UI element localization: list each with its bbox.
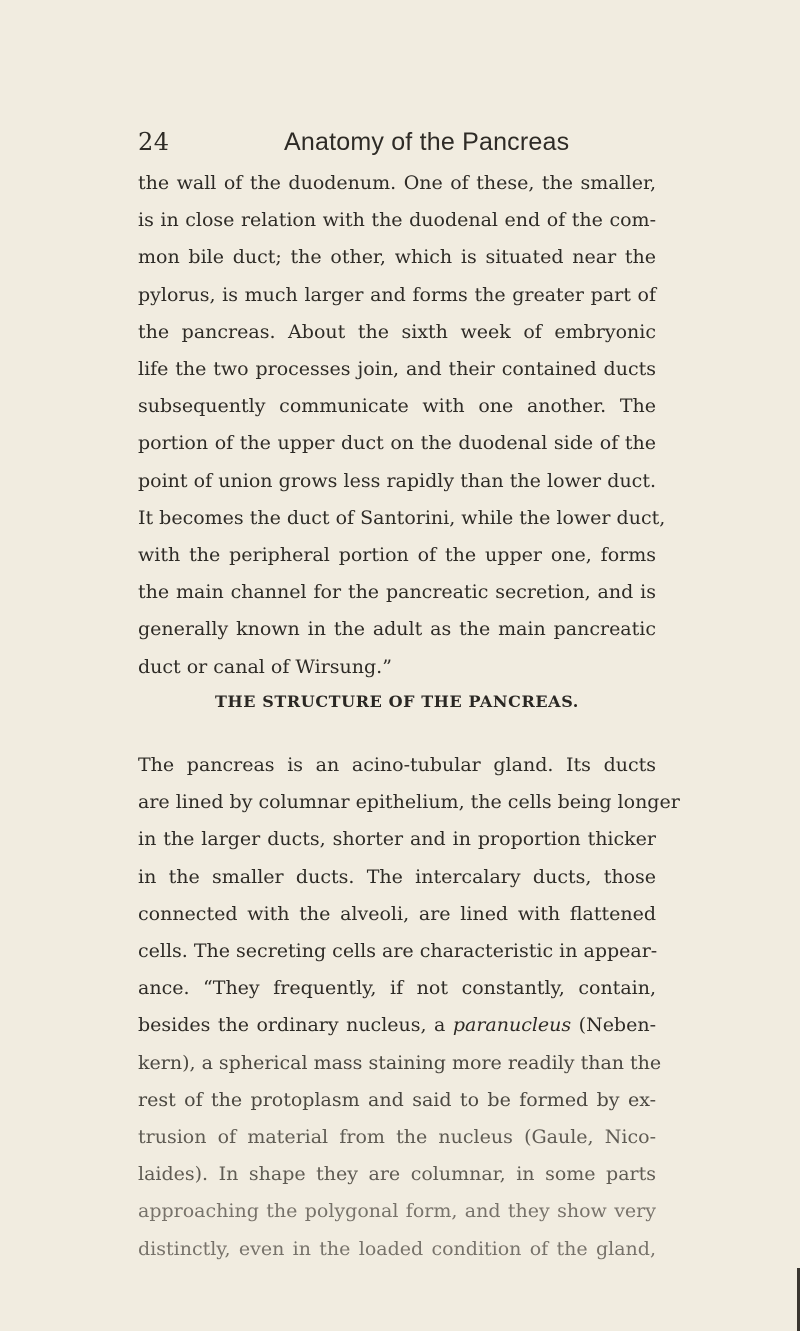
- text-line: are lined by columnar epithelium, the cells being longer: [138, 791, 680, 814]
- text-line: mon bile duct; the other, which is situated near the: [138, 246, 656, 269]
- text-line: ance. “They frequently, if not constantly, contain,: [138, 977, 656, 1000]
- text-line: subsequently communicate with one another. The: [138, 395, 656, 418]
- text-line: cells. The secreting cells are characteristic in appear-: [138, 940, 658, 963]
- text-line: portion of the upper duct on the duodenal side of the: [138, 432, 656, 455]
- text-line: the wall of the duodenum. One of these, the smaller,: [138, 172, 656, 194]
- text-line: approaching the polygonal form, and they show very: [138, 1200, 656, 1223]
- text-line: generally known in the adult as the main pancreatic: [138, 618, 656, 641]
- text-line: the pancreas. About the sixth week of embryonic: [138, 320, 656, 343]
- italic-term: paranucleus: [452, 1014, 572, 1037]
- text-line: connected with the alveoli, are lined with flattened: [138, 902, 656, 925]
- text-line: The pancreas is an acino-tubular gland. Its ducts: [138, 754, 656, 776]
- text-line: is in close relation with the duodenal end of the com-: [138, 209, 656, 232]
- text-line: life the two processes join, and their contained ducts: [138, 358, 656, 381]
- text-line: trusion of material from the nucleus (Gaule, Nico-: [138, 1126, 656, 1149]
- text-line: with the peripheral portion of the upper one, forms: [138, 544, 656, 567]
- text-line: duct or canal of Wirsung.”: [138, 655, 392, 678]
- text-line: in the smaller ducts. The intercalary ducts, those: [138, 865, 656, 888]
- section-heading: THE STRUCTURE OF THE PANCREAS.: [215, 692, 579, 711]
- text-line: rest of the protoplasm and said to be formed by ex-: [138, 1088, 656, 1111]
- text-line: pylorus, is much larger and forms the greater part of: [138, 283, 656, 306]
- text-line: It becomes the duct of Santorini, while the lower duct,: [138, 506, 666, 529]
- text-line: the main channel for the pancreatic secretion, and is: [138, 581, 656, 604]
- text-fragment: besides the ordinary nucleus, a: [138, 1014, 453, 1037]
- paragraph-structure: [138, 747, 680, 1268]
- text-line-with-italic: [138, 1007, 656, 1044]
- text-line: in the larger ducts, shorter and in proportion thicker: [138, 828, 656, 851]
- text-line: laides). In shape they are columnar, in some parts: [138, 1163, 656, 1186]
- paragraph-embryology: [138, 165, 666, 686]
- text-line: distinctly, even in the loaded condition of the gland,: [138, 1237, 656, 1260]
- page-number: 24: [138, 128, 170, 156]
- text-line: point of union grows less rapidly than the lower duct.: [138, 469, 656, 492]
- text-line: kern), a spherical mass staining more readily than the: [138, 1051, 662, 1074]
- text-fragment: (Neben-: [571, 1014, 656, 1037]
- running-title: Anatomy of the Pancreas: [284, 128, 570, 156]
